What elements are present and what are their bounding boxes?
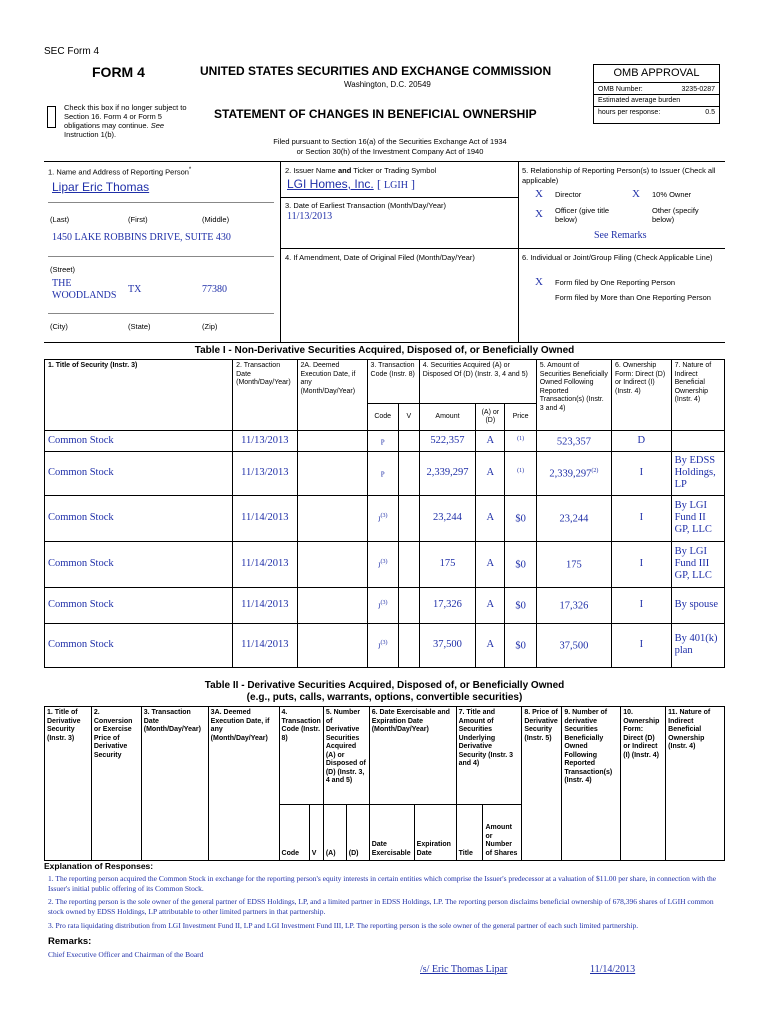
remarks-heading: Remarks: (48, 936, 92, 947)
v-flag (398, 495, 419, 541)
t1-sub-amount: Amount (419, 404, 475, 431)
t1-header-amount-owned: 5. Amount of Securities Beneficially Owned Following Reported Transaction(s) (Instr. 3 and 4) (536, 360, 611, 431)
table-row (45, 623, 725, 667)
t2-sub-v: V (309, 805, 323, 861)
transaction-date: 11/14/2013 (233, 623, 297, 667)
box2-label: 2. Issuer Name and Ticker or Trading Symbol (285, 166, 437, 175)
acquired-disposed: A (476, 541, 505, 587)
table-row (45, 541, 725, 587)
box4-label: 4. If Amendment, Date of Original Filed (Month/Day/Year) (285, 253, 475, 262)
see-remarks: See Remarks (594, 230, 647, 241)
deemed-date (297, 451, 367, 495)
city-label: (City) (50, 322, 68, 331)
one-reporting-person-label: Form filed by One Reporting Person (555, 278, 676, 287)
price: (1) (505, 431, 536, 452)
acquired-disposed: A (476, 495, 505, 541)
table2 (44, 706, 725, 861)
t1-sub-code: Code (367, 404, 398, 431)
table-row (45, 431, 725, 452)
amount: 2,339,297 (419, 451, 475, 495)
t2-header-date: 3. Transaction Date (Month/Day/Year) (141, 707, 208, 861)
t2-sub-title: Title (456, 805, 483, 861)
transaction-code: $J^{(3)}$ (367, 495, 398, 541)
security-title: Common Stock (45, 431, 233, 452)
amount-owned: 2,339,297$^{(2)}$ (536, 451, 611, 495)
box1-label: 1. Name and Address of Reporting Person* (48, 167, 192, 177)
t2-header-nature: 11. Nature of Indirect Beneficial Ownership (Instr. 4) (666, 707, 725, 861)
ticker-symbol: LGIH (384, 180, 408, 191)
acquired-disposed: A (476, 587, 505, 623)
box3-label: 3. Date of Earliest Transaction (Month/Day/Year) (285, 201, 447, 210)
table-row (45, 451, 725, 495)
omb-number-label: OMB Number: (598, 86, 643, 93)
ownership-form: I (612, 623, 672, 667)
t1-header-securities: 4. Securities Acquired (A) or Disposed Of (D) (Instr. 3, 4 and 5) (419, 360, 536, 404)
signature: /s/ Eric Thomas Lipar (420, 964, 508, 975)
one-reporting-person-mark[interactable]: X (535, 276, 543, 288)
reporting-person-name[interactable]: Lipar Eric Thomas (52, 180, 150, 194)
officer-mark[interactable]: X (535, 208, 543, 220)
signature-date: 11/14/2013 (590, 964, 636, 975)
table1-header-row (45, 360, 725, 404)
amount-owned: 523,357 (536, 431, 611, 452)
price: $0 (505, 495, 536, 541)
transaction-date: 11/14/2013 (233, 587, 297, 623)
sec-form-label: SEC Form 4 (44, 46, 100, 57)
ownership-form: I (612, 541, 672, 587)
table1-title: Table I - Non-Derivative Securities Acquired, Disposed of, or Beneficially Owned (194, 345, 575, 356)
other-label: Other (specify below) (652, 206, 699, 224)
transaction-date: 11/13/2013 (233, 451, 297, 495)
middle-label: (Middle) (202, 215, 230, 224)
filed-pursuant-text: Filed pursuant to Section 16(a) of the Securities Exchange Act of 1934 or Section 30(h) of the Investment Company Act of 1940 (273, 137, 507, 156)
t1-header-ownership-form: 6. Ownership Form: Direct (D) or Indirect (I) (Instr. 4) (612, 360, 672, 431)
amount: 522,357 (419, 431, 475, 452)
deemed-date (297, 431, 367, 452)
ownership-form: I (612, 495, 672, 541)
t2-sub-code: Code (279, 805, 309, 861)
v-flag (398, 587, 419, 623)
box6-label: 6. Individual or Joint/Group Filing (Check Applicable Line) (522, 253, 713, 262)
last-label: (Last) (50, 215, 70, 224)
zip-value: 77380 (202, 284, 227, 295)
deemed-date (297, 495, 367, 541)
table1 (44, 359, 725, 668)
ownership-form: D (612, 431, 672, 452)
t2-header-price: 8. Price of Derivative Security (Instr. 5) (522, 707, 562, 861)
ten-percent-owner-mark[interactable]: X (632, 188, 640, 200)
t1-header-nature: 7. Nature of Indirect Beneficial Ownership (Instr. 4) (671, 360, 724, 431)
omb-approval-box (593, 64, 720, 124)
t2-sub-date-exercisable: Date Exercisable (369, 805, 414, 861)
v-flag (398, 541, 419, 587)
footnote-3: 3. Pro rata liquidating distribution from LGI Investment Fund II, LP and LGI Investment Fund III, LP. The reporting person is the sole owner of the general partner of each such limited partnership. (48, 921, 639, 930)
explanation-heading: Explanation of Responses: (44, 861, 154, 871)
t2-sub-d: (D) (346, 805, 369, 861)
security-title: Common Stock (45, 495, 233, 541)
officer-label: Officer (give title below) (555, 206, 610, 224)
nature-of-ownership: By LGI Fund III GP, LLC (671, 541, 724, 587)
amount-owned: 175 (536, 541, 611, 587)
acquired-disposed: A (476, 623, 505, 667)
t2-header-number: 5. Number of Derivative Securities Acquired (A) or Disposed of (D) (Instr. 3, 4 and 5) (323, 707, 369, 805)
t2-header-ownership-form: 10. Ownership Form: Direct (D) or Indirect (I) (Instr. 4) (621, 707, 666, 861)
street-address: 1450 LAKE ROBBINS DRIVE, SUITE 430 (52, 232, 231, 243)
nature-of-ownership: By spouse (671, 587, 724, 623)
t1-sub-ad: (A) or (D) (476, 404, 505, 431)
table-row (45, 587, 725, 623)
agency-title: UNITED STATES SECURITIES AND EXCHANGE COMMISSION (200, 64, 552, 78)
form-title: FORM 4 (92, 64, 145, 80)
price: $0 (505, 623, 536, 667)
t2-header-title: 1. Title of Derivative Security (Instr. 3) (45, 707, 92, 861)
table2-header-row (45, 707, 725, 805)
table2-title: Table II - Derivative Securities Acquired, Disposed of, or Beneficially Owned (e.g., puts, calls, warrants, options, convertible securities) (204, 680, 565, 703)
amount: 37,500 (419, 623, 475, 667)
street-label: (Street) (50, 265, 76, 274)
acquired-disposed: A (476, 451, 505, 495)
first-label: (First) (128, 215, 148, 224)
transaction-code: $J^{(3)}$ (367, 541, 398, 587)
more-reporting-person-label: Form filed by More than One Reporting Person (555, 293, 711, 302)
transaction-date: 11/14/2013 (233, 495, 297, 541)
security-title: Common Stock (45, 623, 233, 667)
transaction-code: $J^{(3)}$ (367, 623, 398, 667)
t2-sub-a: (A) (323, 805, 346, 861)
amount: 175 (419, 541, 475, 587)
security-title: Common Stock (45, 587, 233, 623)
amount: 17,326 (419, 587, 475, 623)
acquired-disposed: A (476, 431, 505, 452)
hours-value: 0.5 (705, 109, 715, 116)
amount-owned: 23,244 (536, 495, 611, 541)
t2-sub-expiration: Expiration Date (414, 805, 456, 861)
state-value: TX (128, 284, 142, 295)
price: (1) (505, 451, 536, 495)
v-flag (398, 451, 419, 495)
price: $0 (505, 587, 536, 623)
nature-of-ownership (671, 431, 724, 452)
t1-header-deemed: 2A. Deemed Execution Date, if any (Month/Day/Year) (297, 360, 367, 431)
transaction-date: 11/14/2013 (233, 541, 297, 587)
state-label: (State) (128, 322, 151, 331)
ten-percent-owner-label: 10% Owner (652, 190, 692, 199)
t2-header-deemed: 3A. Deemed Execution Date, if any (Month/Day/Year) (208, 707, 279, 861)
security-title: Common Stock (45, 451, 233, 495)
t2-header-underlying: 7. Title and Amount of Securities Underlying Derivative Security (Instr. 3 and 4) (456, 707, 522, 805)
footnote-2: 2. The reporting person is the sole owner of the general partner of EDSS Holdings, LP, and a limited partner in EDSS Holdings, LP. The reporting person disclaims beneficial ownership of 678,396 shares of LGIH common stock owned by EDSS Holdings, LP attributable to other limited partners in that partnership. (48, 897, 714, 916)
security-title: Common Stock (45, 541, 233, 587)
burden-label: Estimated average burden (594, 95, 719, 107)
v-flag (398, 431, 419, 452)
omb-title: OMB APPROVAL (594, 65, 719, 83)
amount: 23,244 (419, 495, 475, 541)
t1-header-title: 1. Title of Security (Instr. 3) (45, 360, 233, 431)
issuer-name: LGI Homes, Inc. [ LGIH ] (287, 177, 415, 191)
check-box-text: Check this box if no longer subject to Section 16. Form 4 or Form 5 obligations may continue. See Instruction 1(b). (64, 103, 187, 139)
ownership-form: I (612, 587, 672, 623)
t1-header-date: 2. Transaction Date (Month/Day/Year) (233, 360, 297, 431)
transaction-code: P (367, 451, 398, 495)
nature-of-ownership: By LGI Fund II GP, LLC (671, 495, 724, 541)
t2-header-code: 4. Transaction Code (Instr. 8) (279, 707, 323, 805)
amount-owned: 17,326 (536, 587, 611, 623)
v-flag (398, 623, 419, 667)
director-label: Director (555, 190, 582, 199)
nature-of-ownership: By 401(k) plan (671, 623, 724, 667)
zip-label: (Zip) (202, 322, 218, 331)
t1-sub-price: Price (505, 404, 536, 431)
agency-city: Washington, D.C. 20549 (344, 80, 431, 89)
no-longer-subject-checkbox[interactable] (47, 106, 56, 128)
nature-of-ownership: By EDSS Holdings, LP (671, 451, 724, 495)
deemed-date (297, 541, 367, 587)
amount-owned: 37,500 (536, 623, 611, 667)
price: $0 (505, 541, 536, 587)
omb-number: 3235-0287 (681, 86, 715, 93)
t2-header-number-owned: 9. Number of derivative Securities Beneficially Owned Following Reported Transaction(s) (Instr. 4) (562, 707, 621, 861)
transaction-code: $J^{(3)}$ (367, 587, 398, 623)
earliest-date: 11/13/2013 (287, 211, 333, 222)
ownership-form: I (612, 451, 672, 495)
deemed-date (297, 623, 367, 667)
issuer-link[interactable]: LGI Homes, Inc. (287, 177, 374, 191)
t2-header-conversion: 2. Conversion or Exercise Price of Derivative Security (91, 707, 141, 861)
table-row (45, 495, 725, 541)
city-value: THE WOODLANDS (52, 278, 117, 301)
t1-sub-v: V (398, 404, 419, 431)
box5-label: 5. Relationship of Reporting Person(s) to Issuer (Check all applicable) (522, 166, 716, 185)
remarks-text: Chief Executive Officer and Chairman of the Board (48, 950, 204, 959)
transaction-date: 11/13/2013 (233, 431, 297, 452)
footnote-1: 1. The reporting person acquired the Common Stock in exchange for the reporting person's equity interests in certain entities which comprise the Issuer's predecessor at a valuation of $11.00 per share, in connection with the Issuer's initial public offering of its Common Stock. (48, 874, 717, 893)
t1-header-code: 3. Transaction Code (Instr. 8) (367, 360, 419, 404)
transaction-code: P (367, 431, 398, 452)
t2-sub-amount-shares: Amount or Number of Shares (483, 805, 522, 861)
director-mark[interactable]: X (535, 188, 543, 200)
statement-title: STATEMENT OF CHANGES IN BENEFICIAL OWNERSHIP (214, 107, 537, 121)
hours-label: hours per response: (598, 109, 661, 116)
deemed-date (297, 587, 367, 623)
t2-header-exercisable: 6. Date Exercisable and Expiration Date (Month/Day/Year) (369, 707, 456, 805)
